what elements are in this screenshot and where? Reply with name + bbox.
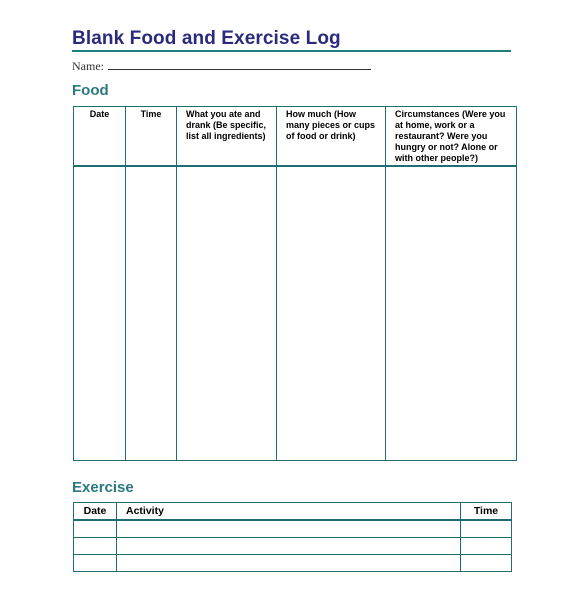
food-cell-what-you-ate[interactable] <box>177 166 277 461</box>
food-col-time: Time <box>126 107 177 167</box>
name-blank-field[interactable] <box>108 59 371 70</box>
exercise-col-activity: Activity <box>117 503 461 521</box>
exercise-row <box>74 538 512 555</box>
food-header-row <box>74 107 517 167</box>
food-entry-row <box>74 166 517 461</box>
exercise-heading: Exercise <box>72 479 134 496</box>
food-col-how-much: How much (How many pieces or cups of food or drink) <box>277 107 386 167</box>
food-col-circumstances: Circumstances (Were you at home, work or a restaurant? Were you hungry or not? Alone or with other people?) <box>386 107 517 167</box>
document-title: Blank Food and Exercise Log <box>72 28 341 49</box>
exercise-cell-date[interactable] <box>74 538 117 555</box>
exercise-col-time: Time <box>461 503 512 521</box>
exercise-log-table <box>73 502 512 572</box>
food-cell-circumstances[interactable] <box>386 166 517 461</box>
food-col-what-you-ate: What you ate and drank (Be specific, list all ingredients) <box>177 107 277 167</box>
exercise-row <box>74 520 512 538</box>
exercise-cell-time[interactable] <box>461 538 512 555</box>
exercise-cell-activity[interactable] <box>117 555 461 572</box>
exercise-col-date: Date <box>74 503 117 521</box>
exercise-cell-activity[interactable] <box>117 520 461 538</box>
exercise-cell-time[interactable] <box>461 555 512 572</box>
exercise-cell-date[interactable] <box>74 520 117 538</box>
exercise-row <box>74 555 512 572</box>
title-underline <box>72 50 511 52</box>
exercise-cell-date[interactable] <box>74 555 117 572</box>
name-line <box>72 59 371 74</box>
food-log-table <box>73 106 517 461</box>
food-col-date: Date <box>74 107 126 167</box>
name-label: Name: <box>72 59 104 73</box>
food-cell-time[interactable] <box>126 166 177 461</box>
exercise-cell-activity[interactable] <box>117 538 461 555</box>
food-heading: Food <box>72 82 109 99</box>
exercise-header-row <box>74 503 512 521</box>
food-cell-how-much[interactable] <box>277 166 386 461</box>
exercise-cell-time[interactable] <box>461 520 512 538</box>
food-cell-date[interactable] <box>74 166 126 461</box>
